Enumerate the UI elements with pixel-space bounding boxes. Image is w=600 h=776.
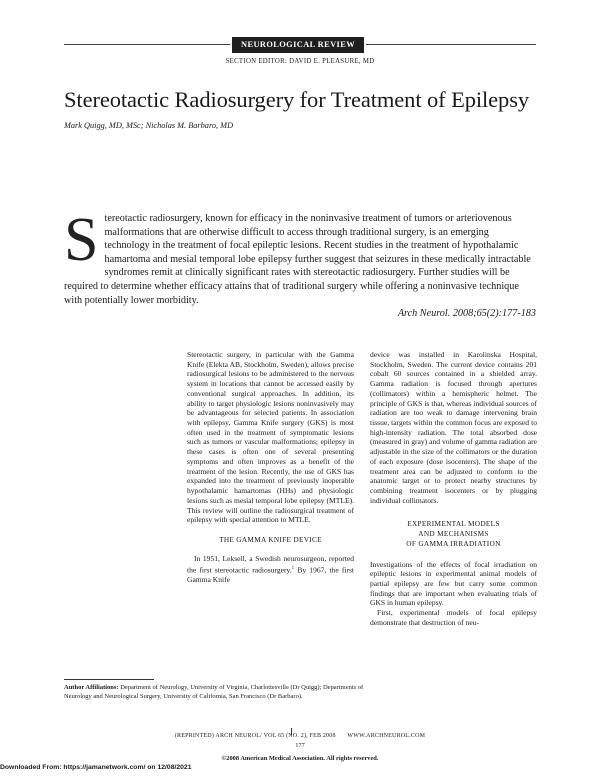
author-affiliations: [64, 683, 364, 701]
banner-rule-left: [64, 44, 230, 45]
download-stamp: Downloaded From: https://jamanetwork.com/ on 12/08/2021: [0, 764, 192, 771]
body-paragraph: Investigations of the effects of focal irradiation on epileptic lesions in experimental animal models of partial epilepsy are few but carry some common findings that are important when evaluating trials of GKS in human epilepsy.: [370, 559, 537, 608]
affiliation-label: Author Affiliations:: [64, 684, 119, 691]
body-text: In 1951, Leksell, a Swedish neurosurgeon, reported the first stereotactic radiosurgery.: [187, 553, 354, 575]
heading-line: OF GAMMA IRRADIATION: [406, 538, 501, 548]
article-title: Stereotactic Radiosurgery for Treatment of Epilepsy: [64, 87, 530, 112]
heading-line: AND MECHANISMS: [418, 528, 489, 538]
affiliation-rule: [64, 679, 154, 680]
body-paragraph: First, experimental models of focal epilepsy demonstrate that destruction of neu-: [370, 608, 537, 627]
author-list: Mark Quigg, MD, MSc; Nicholas M. Barbaro, MD: [64, 121, 234, 130]
journal-footer: (REPRINTED) ARCH NEUROL/ VOL 65 (NO. 2), FEB 2008 WWW.ARCHNEUROL.COM: [174, 733, 426, 739]
body-column-2: [370, 350, 537, 628]
body-text: By 1967, the first Gamma Knife: [187, 565, 355, 584]
copyright-notice: ©2008 American Medical Association. All rights reserved.: [221, 755, 379, 762]
section-editor: SECTION EDITOR: DAVID E. PLEASURE, MD: [225, 58, 375, 65]
abstract: [64, 206, 536, 321]
body-paragraph: [187, 554, 354, 585]
banner-rule-right: [366, 44, 536, 45]
abstract-dropcap: S: [64, 206, 99, 274]
heading-line: EXPERIMENTAL MODELS: [407, 518, 500, 528]
body-paragraph: Stereotactic surgery, in particular with the Gamma Knife (Elekta AB, Stockholm, Sweden), allows precise radiosurgical lesions to be administered to the nervous system in locations that cannot be accessed easily by conventional surgical approaches. In addition, its ability to target physiologic lesions noninvasively may be advantageous for selected patients. In association with epilepsy, Gamma Knife surgery (GKS) is most often used in the treatment of symptomatic lesions such as tumors or vascular malformations; epilepsy in these cases is often one of several presenting symptoms and often improves as a benefit of the treatment of the lesion. Recently, the use of GKS has expanded into the treatment of previously inoperable hypothalamic hamartomas (HHs) and physiologic lesions such as mesial temporal lobe epilepsy (MTLE). This review will outline the radiosurgical treatment of epilepsy with special attention to MTLE.: [187, 350, 354, 525]
body-column-1: [187, 350, 354, 585]
citation: Arch Neurol. 2008;65(2):177-183: [397, 308, 536, 320]
section-banner: NEUROLOGICAL REVIEW: [232, 37, 364, 53]
reference-marker[interactable]: 1: [291, 565, 295, 571]
body-paragraph: device was installed in Karolinska Hospital, Stockholm, Sweden. The current device contains 201 cobalt 60 sources contained in a shielded array. Gamma radiation is focused through apertures (collimators) within a hemispheric helmet. The principle of GKS is that, whereas individual sources of radiation are too weak to damage intervening brain tissue, targets within the common focus are exposed to high-intensity radiation. The total absorbed dose (measured in gray) and volume of gamma radiation are adjustable in the size of the collimators or the duration of each exposure (dose isocenters). The shape of the treatment area can be adjusted to conform to the anatomic target or to protect nearby structures by combining treatment isocenters or by plugging individual collimators.: [370, 350, 537, 505]
affiliation-text: Department of Neurology, University of Virginia, Charlottesville (Dr Quigg); Departments of Neurology and Neurological Surgery, University of California, San Francisco (Dr Barbaro).: [64, 684, 364, 700]
page-number: 177: [295, 742, 305, 749]
section-heading-gamma-knife-device: THE GAMMA KNIFE DEVICE: [219, 534, 322, 544]
abstract-text: tereotactic radiosurgery, known for efficacy in the noninvasive treatment of tumors or arteriovenous malformations that are otherwise difficult to access through traditional surgery, is an emerging technology in the treatment of focal epileptic lesions. Recent studies in the treatment of hypothalamic hamartoma and mesial temporal lobe epilepsy further suggest that seizures in these medically intractable syndromes remit at clinically significant rates with stereotactic radiosurgery. Further studies will be required to determine whether efficacy attains that of traditional surgery while offering a noninvasive technique with potentially lower morbidity.: [64, 213, 531, 306]
section-heading-experimental-models: [370, 519, 537, 549]
